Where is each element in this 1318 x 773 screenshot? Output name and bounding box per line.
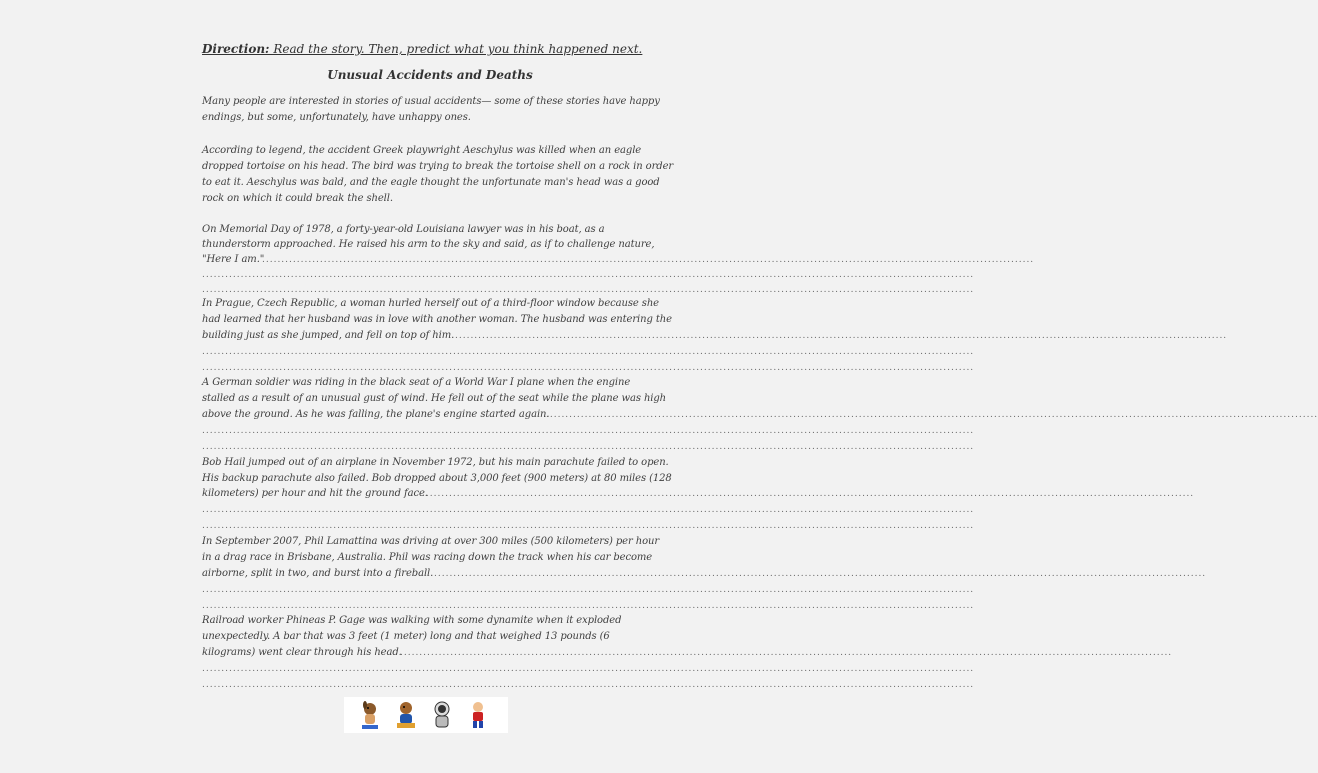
story-prague-line: building just as she jumped, and fell on top of him.	[202, 330, 455, 341]
answer-line: ........................................................................................................................................................................................................	[202, 442, 975, 452]
answer-line: ........................................................................................................................................................................................................	[202, 426, 975, 436]
answer-line: ........................................................................................................................................................................................................	[202, 347, 975, 357]
story-soldier-line: above the ground. As he was falling, the plane's engine started again.	[202, 409, 550, 420]
clipart-strip	[344, 697, 508, 733]
intro-line: Many people are interested in stories of usual accidents— some of these stories have happy	[202, 96, 660, 107]
answer-line: ........................................................................................................................................................................................................	[262, 255, 1035, 265]
page-title: Unusual Accidents and Deaths	[327, 68, 533, 82]
answer-line: ........................................................................................................................................................................................................	[422, 489, 1195, 499]
answer-line: ........................................................................................................................................................................................................	[455, 331, 1228, 341]
astronaut-figure-icon	[426, 699, 458, 731]
story-soldier-line: stalled as a result of an unusual gust of wind. He fell out of the seat while the plane was high	[202, 393, 667, 404]
answer-line: ........................................................................................................................................................................................................	[202, 505, 975, 515]
story-aeschylus-line: dropped tortoise on his head. The bird was trying to break the tortoise shell on a rock in order	[202, 161, 674, 172]
answer-line: ........................................................................................................................................................................................................	[202, 270, 975, 280]
answer-line: ........................................................................................................................................................................................................	[202, 285, 975, 295]
story-prague-line: In Prague, Czech Republic, a woman hurled herself out of a third-floor window because she	[202, 298, 659, 309]
story-aeschylus-line: According to legend, the accident Greek playwright Aeschylus was killed when an eagle	[202, 145, 642, 156]
story-lawyer-line: "Here I am."	[202, 254, 265, 265]
direction-text: Read the story. Then, predict what you think happened next.	[269, 42, 643, 56]
story-dragrace-line: in a drag race in Brisbane, Australia. Phil was racing down the track when his car become	[202, 552, 653, 563]
answer-line: ........................................................................................................................................................................................................	[400, 648, 1173, 658]
story-dragrace-line: airborne, split in two, and burst into a fireball.	[202, 568, 434, 579]
story-gage-line: unexpectedly. A bar that was 3 feet (1 meter) long and that weighed 13 pounds (6	[202, 631, 610, 642]
story-prague-line: had learned that her husband was in love with another woman. The husband was entering the	[202, 314, 672, 325]
answer-line: ........................................................................................................................................................................................................	[546, 410, 1318, 420]
story-dragrace-line: In September 2007, Phil Lamattina was driving at over 300 miles (500 kilometers) per hour	[202, 536, 660, 547]
story-parachute-line: kilometers) per hour and hit the ground face.	[202, 488, 428, 499]
intro-line: endings, but some, unfortunately, have unhappy ones.	[202, 112, 471, 123]
answer-line: ........................................................................................................................................................................................................	[202, 585, 975, 595]
story-lawyer-line: thunderstorm approached. He raised his arm to the sky and said, as if to challenge nature,	[202, 239, 655, 250]
story-soldier-line: A German soldier was riding in the black seat of a World War I plane when the engine	[202, 377, 631, 388]
story-parachute-line: His backup parachute also failed. Bob dropped about 3,000 feet (900 meters) at 80 miles (128	[202, 473, 672, 484]
answer-line: ........................................................................................................................................................................................................	[202, 664, 975, 674]
direction-label: Direction:	[202, 42, 270, 56]
story-gage-line: Railroad worker Phineas P. Gage was walking with some dynamite when it exploded	[202, 615, 622, 626]
answer-line: ........................................................................................................................................................................................................	[202, 680, 975, 690]
story-aeschylus-line: rock on which it could break the shell.	[202, 193, 393, 204]
direction-line	[202, 42, 642, 56]
story-parachute-line: Bob Hail jumped out of an airplane in November 1972, but his main parachute failed to open.	[202, 457, 669, 468]
story-aeschylus-line: to eat it. Aeschylus was bald, and the eagle thought the unfortunate man's head was a good	[202, 177, 660, 188]
answer-line: ........................................................................................................................................................................................................	[434, 569, 1207, 579]
story-gage-line: kilograms) went clear through his head.	[202, 647, 402, 658]
answer-line: ........................................................................................................................................................................................................	[202, 521, 975, 531]
answer-line: ........................................................................................................................................................................................................	[202, 601, 975, 611]
answer-line: ........................................................................................................................................................................................................	[202, 363, 975, 373]
dog-figure-icon	[354, 699, 386, 731]
story-lawyer-line: On Memorial Day of 1978, a forty-year-old Louisiana lawyer was in his boat, as a	[202, 224, 605, 235]
runner-figure-icon	[462, 699, 494, 731]
bear-figure-icon	[390, 699, 422, 731]
